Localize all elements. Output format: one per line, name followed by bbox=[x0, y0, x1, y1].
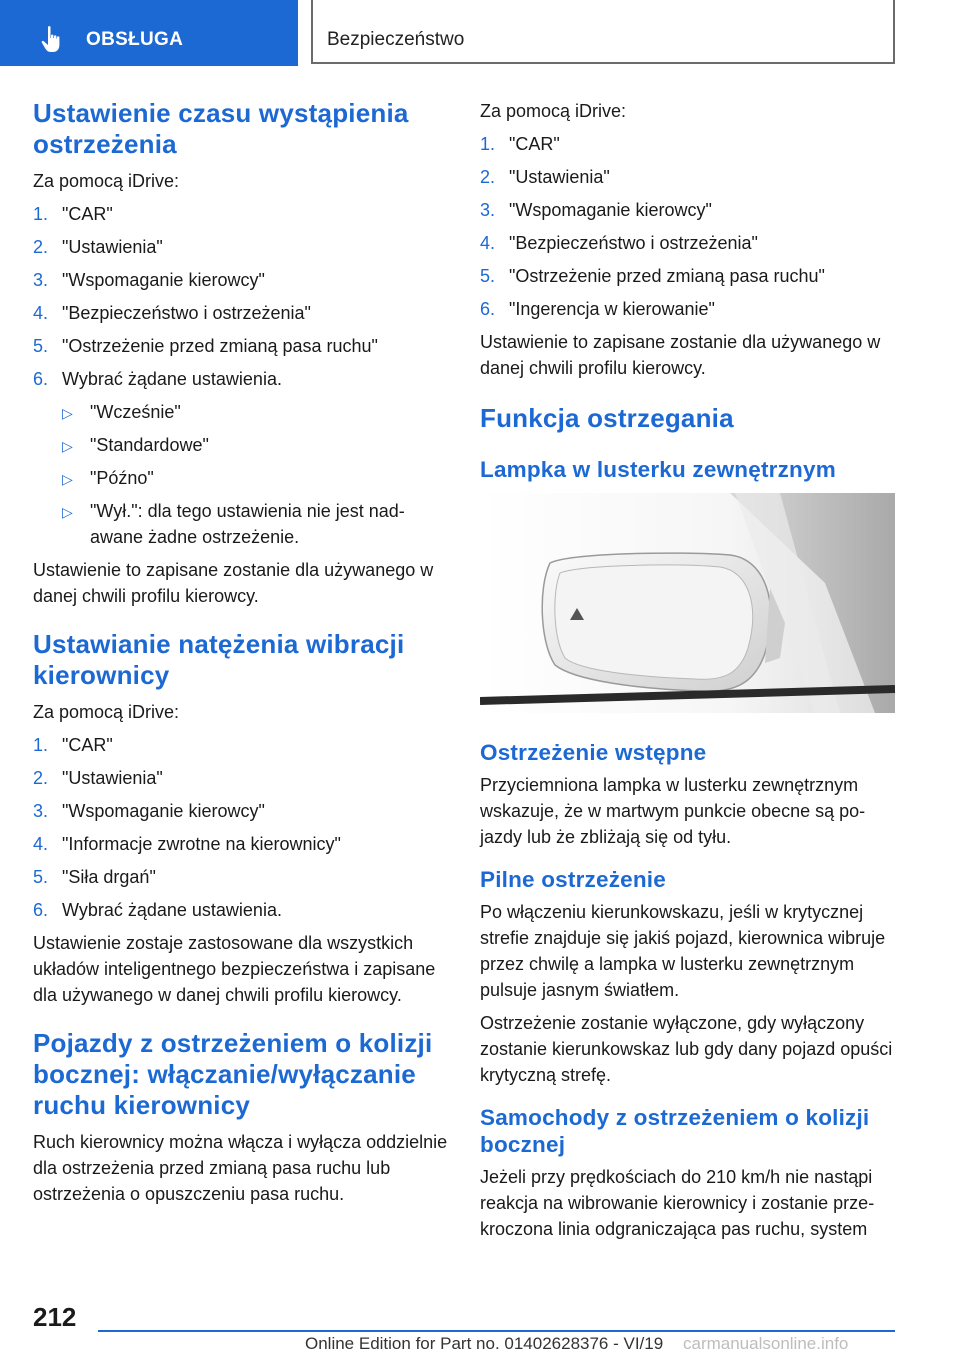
heading-mirror-lamp: Lampka w lusterku zewnętrznym bbox=[480, 457, 836, 482]
chapter-title: Bezpieczeństwo bbox=[327, 29, 465, 50]
option-item: ▷ "Standardowe" bbox=[62, 432, 451, 458]
list-item: 2. "Ustawienia" bbox=[480, 167, 610, 187]
list-item: 2. "Ustawienia" bbox=[33, 237, 163, 257]
list-item: 3. "Wspomaganie kierowcy" bbox=[33, 801, 265, 821]
heading-warning-timing: Ustawienie czasu wystąpienia ostrzeżenia bbox=[33, 98, 409, 159]
list-item: 4. "Bezpieczeństwo i ostrzeżenia" bbox=[480, 233, 758, 253]
list-item: 4. "Bezpieczeństwo i ostrzeżenia" bbox=[33, 303, 311, 323]
heading-side-collision: Samochody z ostrzeżeniem o kolizji bocznej bbox=[480, 1105, 870, 1157]
edition-text: Online Edition for Part no. 01402628376 - VI/19 bbox=[305, 1334, 664, 1353]
watermark: carmanualsonline.info bbox=[683, 1334, 849, 1353]
heading-pre-warning: Ostrzeżenie wstępne bbox=[480, 740, 707, 765]
urgent-warning-text-2: Ostrzeżenie zostanie wyłączone, gdy wyłączony zostanie kierunkowskaz lub gdy dany pojazd opuści krytyczną strefę. bbox=[480, 1013, 893, 1085]
timing-intro: Za pomocą iDrive: bbox=[33, 171, 180, 191]
left-column bbox=[33, 98, 451, 1214]
list-item: 5. "Siła drgań" bbox=[33, 867, 156, 887]
right-column bbox=[480, 98, 900, 1249]
steering-intro: Za pomocą iDrive: bbox=[480, 101, 627, 121]
triangle-bullet-icon: ▷ bbox=[62, 405, 73, 421]
list-item: 5. "Ostrzeżenie przed zmianą pasa ruchu" bbox=[33, 336, 378, 356]
page-header bbox=[0, 0, 960, 66]
section-tab-label: OBSŁUGA bbox=[86, 29, 184, 50]
heading-urgent-warning: Pilne ostrzeżenie bbox=[480, 867, 666, 892]
list-item: 3. "Wspomaganie kierowcy" bbox=[33, 270, 265, 290]
list-item: 1. "CAR" bbox=[480, 134, 560, 154]
list-item: 6. Wybrać żądane ustawienia. bbox=[33, 369, 282, 389]
vibration-steps bbox=[33, 732, 451, 923]
triangle-bullet-icon: ▷ bbox=[62, 438, 73, 454]
option-item: ▷ "Późno" bbox=[62, 465, 451, 491]
mirror-illustration bbox=[480, 493, 895, 713]
side-collision-text: Jeżeli przy prędkościach do 210 km/h nie nastąpi reakcja na wibrowanie kierownicy i zostanie przekroczona linia odgraniczająca pas ruchu, system bbox=[480, 1167, 875, 1239]
steering-steps bbox=[480, 131, 900, 322]
timing-options bbox=[33, 399, 451, 550]
triangle-bullet-icon: ▷ bbox=[62, 504, 73, 520]
pre-warning-text: Przyciemniona lampka w lusterku zewnętrznym wskazuje, że w martwym punkcie obecne są pojazdy lub że zbliżają się od tyłu. bbox=[480, 775, 866, 847]
timing-steps bbox=[33, 201, 451, 392]
list-item: 3. "Wspomaganie kierowcy" bbox=[480, 200, 712, 220]
side-collision-toggle-text: Ruch kierownicy można włącza i wyłącza oddzielnie dla ostrzeżenia przed zmianą pasa ruchu lub ostrzeżenia o opuszczeniu pasa ruchu. bbox=[33, 1132, 448, 1204]
timing-note: Ustawienie to zapisane zostanie dla używanego w danej chwili profilu kierowcy. bbox=[33, 560, 434, 606]
option-item: ▷ "Wył.": dla tego ustawienia nie jest nadawane żadne ostrzeżenie. bbox=[62, 501, 405, 547]
heading-warning-function: Funkcja ostrzegania bbox=[480, 403, 734, 433]
list-item: 2. "Ustawienia" bbox=[33, 768, 163, 788]
heading-vibration: Ustawianie natężenia wibracji kierownicy bbox=[33, 629, 405, 690]
heading-side-collision-toggle: Pojazdy z ostrzeżeniem o kolizji bocznej: włączanie/wyłączanie ruchu kierownicy bbox=[33, 1028, 433, 1120]
list-item: 4. "Informacje zwrotne na kierownicy" bbox=[33, 834, 341, 854]
vibration-note: Ustawienie zostaje zastosowane dla wszystkich układów inteligentnego bezpieczeństwa i zapisane dla używanego w danej chwili profilu kierowcy. bbox=[33, 933, 436, 1005]
list-item: 6. Wybrać żądane ustawienia. bbox=[33, 900, 282, 920]
side-mirror-image bbox=[480, 493, 895, 713]
chapter-tab[interactable] bbox=[311, 0, 895, 64]
page-footer bbox=[0, 1290, 960, 1362]
list-item: 6. "Ingerencja w kierowanie" bbox=[480, 299, 715, 319]
footer-divider bbox=[98, 1330, 895, 1332]
vibration-intro: Za pomocą iDrive: bbox=[33, 702, 180, 722]
list-item: 1. "CAR" bbox=[33, 204, 113, 224]
steering-note: Ustawienie to zapisane zostanie dla używanego w danej chwili profilu kierowcy. bbox=[480, 332, 881, 378]
list-item: 5. "Ostrzeżenie przed zmianą pasa ruchu" bbox=[480, 266, 825, 286]
urgent-warning-text: Po włączeniu kierunkowskazu, jeśli w krytycznej strefie znajduje się jakiś pojazd, kierownica wibruje przez chwilę a lampka w lusterku zewnętrznym pulsuje jasnym światłem. bbox=[480, 902, 886, 1000]
section-tab[interactable] bbox=[0, 0, 298, 66]
page-number: 212 bbox=[33, 1302, 77, 1332]
option-item: ▷ "Wcześnie" bbox=[62, 399, 451, 425]
list-item: 1. "CAR" bbox=[33, 735, 113, 755]
triangle-bullet-icon: ▷ bbox=[62, 471, 73, 487]
hand-pointer-icon bbox=[40, 25, 66, 53]
